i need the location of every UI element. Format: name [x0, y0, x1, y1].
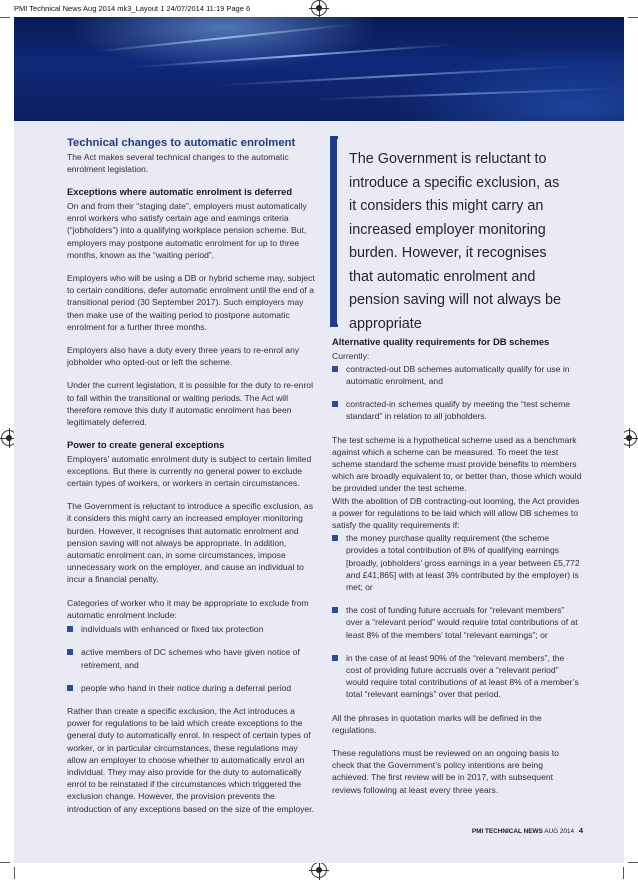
page-number: 4 [578, 826, 583, 835]
registration-mark-icon [311, 862, 327, 878]
paragraph: On and from their “staging date”, employers must automatically enrol workers who satisfy certain age and earnings criteria (“jobholders”) into a qualifying workplace pension scheme. But, employers may postpone automatic enrolment for up to three months, known as the “waiting period”. [67, 200, 307, 260]
paragraph: With the abolition of DB contracting-out looming, the Act provides a power for regulations to be laid which will allow DB schemes to satisfy the quality requirements if: [332, 495, 580, 530]
currently-label: Currently: [332, 350, 370, 361]
subheading-power: Power to create general exceptions [67, 439, 225, 451]
crop-mark [628, 17, 638, 18]
paragraph: All the phrases in quotation marks will be defined in the regulations. [332, 712, 542, 735]
list-item: active members of DC schemes who have given notice of retirement, and [67, 646, 319, 670]
paragraph: The Government is reluctant to introduce a specific exclusion, as it considers this might carry an increased employer monitoring burden. However, it recognises that automatic enrolment and pension saving will not always be appropriate. In addition, automatic enrolment can, in some circumstances, impose unnecessary work on the employer, and cause an individual to incur a financial penalty. [67, 501, 313, 585]
list-item: in the case of at least 90% of the “relevant members”, the cost of providing future accruals over a “relevant period” would require total contributions of at least 8% of a member’s total “relevant earnings” over that period. [332, 652, 582, 701]
paragraph: Rather than create a specific exclusion, the Act introduces a power for regulations to be laid which create exceptions to the general duty to automatically enrol. In respect of certain types of worker, or in particular circumstances, these regulations may allow an employer to choose whether to automatically enrol an individual. They may also provide for the duty to automatically enrol to be reinstated if the circumstances which triggered the exclusion change. However, the provision prevents the introduction of any exceptions based on the size of the employer. [67, 705, 314, 814]
paragraph: The test scheme is a hypothetical scheme used as a benchmark against which a scheme can be measured. To meet the test scheme standard the scheme must provide benefits to members which are broadly equivalent to, or better than, those which would be provided under the test scheme. [332, 434, 582, 494]
crop-mark [0, 862, 10, 863]
paragraph: Under the current legislation, it is possible for the duty to re-enrol to fall within the transitional or waiting periods. The Act will therefore remove this duty if automatic enrolment has been legitimately deferred. [67, 380, 314, 427]
crop-mark [628, 862, 638, 863]
crop-mark [0, 17, 10, 18]
bullet-square-icon [332, 535, 338, 541]
bullet-square-icon [332, 401, 338, 407]
paragraph: Employers who will be using a DB or hybrid scheme may, subject to certain conditions, defer automatic enrolment until the end of a transitional period (30 September 2017). Such employers may then make use of the waiting period to postpone automatic enrolment for a further three months. [67, 272, 315, 332]
pull-quote-text: The Government is reluctant to introduce a specific exclusion, as it considers this might carry an increased employer monitoring burden. However, it recognises that automatic enrolment and pension saving will not always be appropriate [349, 151, 561, 332]
footer-issue: AUG 2014 [544, 828, 575, 835]
subheading-exceptions: Exceptions where automatic enrolment is deferred [67, 186, 293, 198]
quote-bracket-icon [330, 136, 338, 327]
crop-mark [623, 867, 624, 879]
list-item: individuals with enhanced or fixed tax protection [67, 623, 319, 635]
bullet-square-icon [67, 649, 73, 655]
list-item: people who hand in their notice during a deferral period [67, 682, 319, 694]
footer-publication: PMI TECHNICAL NEWS [471, 828, 543, 835]
list-item: contracted-out DB schemes automatically qualify for use in automatic enrolment, and [332, 363, 582, 387]
right-column [332, 336, 582, 807]
bullet-square-icon [67, 685, 73, 691]
paragraph: Employers also have a duty every three years to re-enrol any jobholder who opted-out or left the scheme. [67, 344, 300, 368]
registration-mark-icon [311, 0, 327, 16]
bullet-square-icon [332, 366, 338, 372]
left-column [67, 136, 319, 826]
page-footer [0, 826, 583, 835]
bullet-square-icon [332, 655, 338, 661]
list-item: the cost of funding future accruals for “relevant members” over a “relevant period” would require total contributions of at least 8% of the members’ total “relevant earnings”; or [332, 604, 582, 641]
crop-mark [14, 867, 15, 879]
paragraph: Employers’ automatic enrolment duty is subject to certain limited exceptions. But there is currently no general power to exclude certain types of workers, or workers in certain circumstances. [67, 453, 312, 489]
bullet-square-icon [67, 626, 73, 632]
list-item: the money purchase quality requirement (the scheme provides a total contribution of 8% of qualifying earnings [broadly, jobholders’ gross earnings in a year between £5,772 and £41,865] with at least 3% contributed by the employer) is met; or [332, 532, 582, 593]
subheading-alternative: Alternative quality requirements for DB schemes [332, 336, 550, 347]
header-banner-image [14, 17, 624, 121]
article-heading: Technical changes to automatic enrolment [67, 137, 296, 149]
paragraph: These regulations must be reviewed on an ongoing basis to check that the Government’s policy intentions are being achieved. The first review will be in 2017, with subsequent reviews following at least every three years. [332, 747, 559, 795]
print-slug: PMI Technical News Aug 2014 mk3_Layout 1 24/07/2014 11:19 Page 6 [14, 2, 314, 16]
paragraph: Categories of worker who it may be appropriate to exclude from automatic enrolment include: [67, 597, 309, 620]
bullet-square-icon [332, 607, 338, 613]
intro-paragraph: The Act makes several technical changes to the automatic enrolment legislation. [67, 152, 289, 175]
list-item: contracted-in schemes qualify by meeting the “test scheme standard” in relation to all jobholders. [332, 398, 582, 422]
